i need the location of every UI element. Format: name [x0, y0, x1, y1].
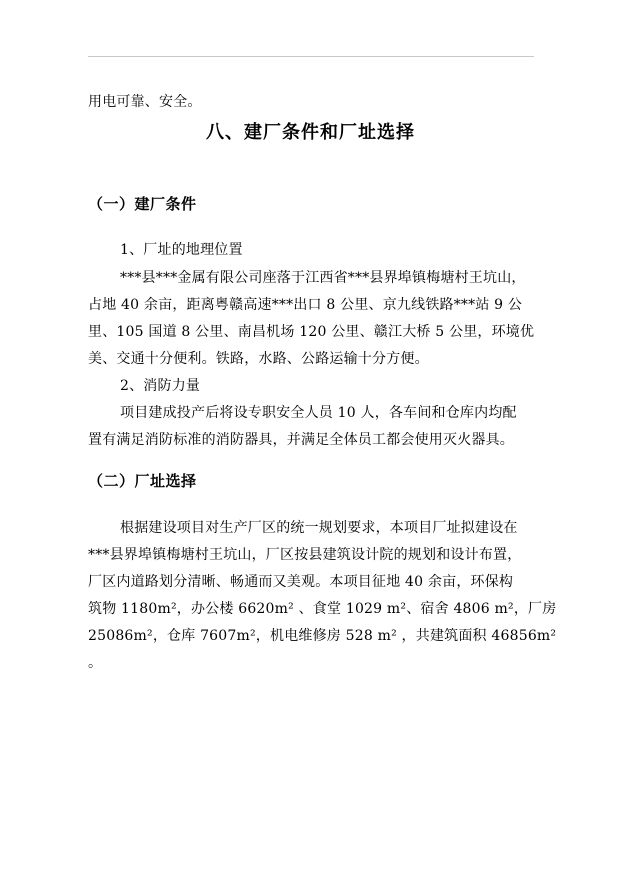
paragraph-line: ***县***金属有限公司座落于江西省***县界埠镇梅塘村王坑山，: [120, 270, 526, 286]
chapter-heading: 八、建厂条件和厂址选择: [206, 122, 415, 143]
paragraph-line: 美、交通十分便利。铁路，水路、公路运输十分方便。: [88, 351, 429, 367]
paragraph-line: 厂区内道路划分清晰、畅通而又美观。本项目征地 40 余亩，环保构: [88, 574, 514, 590]
header-rule: [88, 56, 534, 57]
paragraph-line: 25086m²，仓库 7607m²，机电维修房 528 m² ，共建筑面积 46856m²: [88, 628, 557, 644]
section-heading-conditions: （一）建厂条件: [88, 195, 197, 213]
paragraph-line: 置有满足消防标准的消防器具，并满足全体员工都会使用灭火器具。: [88, 432, 514, 448]
paragraph-line: 根据建设项目对生产厂区的统一规划要求，本项目厂址拟建设在: [120, 520, 518, 536]
paragraph-line: 里、105 国道 8 公里、南昌机场 120 公里、赣江大桥 5 公里，环境优: [88, 324, 535, 340]
paragraph-line: 占地 40 余亩，距离粤赣高速***出口 8 公里、京九线铁路***站 9 公: [88, 297, 523, 313]
paragraph-line: 筑物 1180m²，办公楼 6620m² 、食堂 1029 m²、宿舍 4806 m²，厂房: [88, 601, 557, 617]
paragraph-line: 项目建成投产后将设专职安全人员 10 人，各车间和仓库内均配: [120, 405, 517, 421]
intro-line: 用电可靠、安全。: [88, 94, 202, 110]
paragraph-line: 。: [88, 655, 103, 671]
paragraph-line: ***县界埠镇梅塘村王坑山，厂区按县建筑设计院的规划和设计布置，: [88, 547, 522, 563]
item-title-location: 1、厂址的地理位置: [120, 242, 243, 258]
item-title-fire: 2、消防力量: [120, 378, 201, 394]
section-heading-site: （二）厂址选择: [88, 472, 197, 490]
